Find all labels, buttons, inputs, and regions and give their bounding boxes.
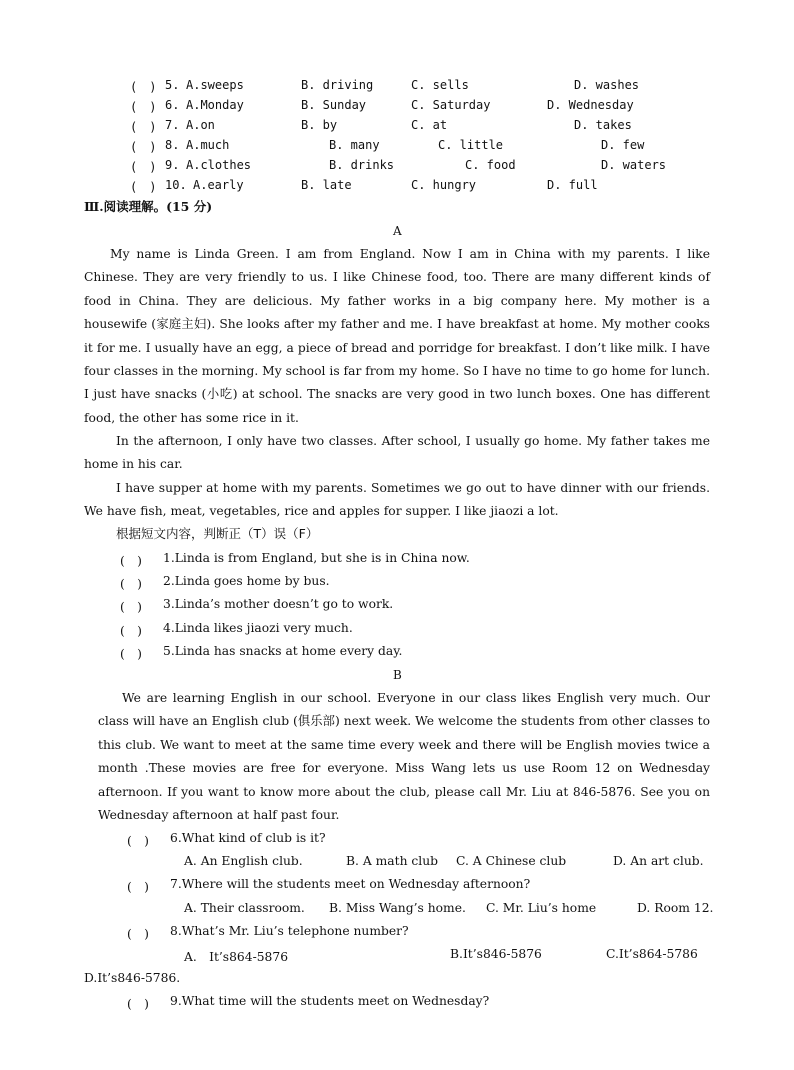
answer-blank[interactable]: ( )	[130, 180, 157, 194]
tf-statement: 1.Linda is from England, but she is in China now.	[163, 551, 470, 565]
option-d: D. An art club.	[613, 854, 704, 868]
option-a: A.sweeps	[186, 78, 244, 92]
option-c: C. sells	[411, 78, 469, 92]
question-text: 7.Where will the students meet on Wednesday afternoon?	[170, 877, 531, 891]
option-b: B.It’s846-5876	[450, 947, 542, 961]
option-c: C. at	[411, 118, 448, 132]
answer-blank[interactable]: ( )	[120, 624, 142, 638]
question-text: 6.What kind of club is it?	[170, 831, 326, 845]
option-d: D. Room 12.	[637, 901, 714, 915]
passage-b-label: B	[393, 668, 402, 682]
option-a: A.on	[186, 118, 215, 132]
question-number: 9.	[165, 158, 180, 172]
answer-blank[interactable]: ( )	[127, 834, 149, 848]
option-a: A.clothes	[186, 158, 252, 172]
passage-a-paragraph-2: In the afternoon, I only have two classes. After school, I usually go home. My father takes me home in his car.	[84, 434, 710, 472]
answer-blank[interactable]: ( )	[130, 120, 157, 134]
tf-statement: 4.Linda likes jiaozi very much.	[163, 621, 353, 635]
question-number: 8.	[165, 138, 180, 152]
question-number: 6.	[165, 98, 180, 112]
answer-blank[interactable]: ( )	[130, 100, 157, 114]
tf-statement: 3.Linda’s mother doesn’t go to work.	[163, 597, 394, 611]
question-number: 10.	[165, 178, 187, 192]
section-heading: Ⅲ.阅读理解。(15 分)	[84, 199, 213, 214]
answer-blank[interactable]: ( )	[120, 577, 142, 591]
answer-blank[interactable]: ( )	[120, 554, 142, 568]
option-b: B. by	[301, 118, 338, 132]
option-c: C. A Chinese club	[456, 854, 567, 868]
option-a: A. An English club.	[184, 854, 303, 868]
option-b: B. Sunday	[301, 98, 367, 112]
option-b: B. drinks	[329, 158, 395, 172]
option-a: A.early	[193, 178, 244, 192]
question-number: 5.	[165, 78, 180, 92]
option-c: C.It’s864-5786	[606, 947, 698, 961]
passage-a-label: A	[393, 224, 402, 238]
tf-statement: 5.Linda has snacks at home every day.	[163, 644, 403, 658]
answer-blank[interactable]: ( )	[130, 140, 157, 154]
option-a: A. Their classroom.	[184, 901, 305, 915]
option-d: D. few	[601, 138, 645, 152]
question-number: 7.	[165, 118, 180, 132]
option-b: B. many	[329, 138, 380, 152]
answer-blank[interactable]: ( )	[130, 160, 157, 174]
option-b: B. driving	[301, 78, 374, 92]
answer-blank[interactable]: ( )	[120, 647, 142, 661]
answer-blank[interactable]: ( )	[127, 880, 149, 894]
option-a: A.Monday	[186, 98, 244, 112]
option-c: C. hungry	[411, 178, 477, 192]
tf-instruction: 根据短文内容，判断正（T）误（F）	[116, 526, 319, 541]
passage-b-paragraph-1: We are learning English in our school. Everyone in our class likes English very much. Our class will have an English club (俱乐部) next week. We welcome the students from other classes to this club. We want to meet at the same time every week and there will be English movies twice a month .These movies are free for everyone. Miss Wang lets us use Room 12 on Wednesday afternoon. If you want to know more about the club, please call Mr. Liu at 846-5876. See you on Wednesday afternoon at half past four.	[98, 691, 710, 823]
question-text: 8.What’s Mr. Liu’s telephone number?	[170, 924, 409, 938]
option-b: B. Miss Wang’s home.	[329, 901, 466, 915]
option-b: B. late	[301, 178, 352, 192]
tf-statement: 2.Linda goes home by bus.	[163, 574, 330, 588]
option-d: D. takes	[574, 118, 632, 132]
option-d: D.It’s846-5786.	[84, 971, 181, 985]
option-b: B. A math club	[346, 854, 439, 868]
option-c: C. food	[465, 158, 516, 172]
option-d: D. washes	[574, 78, 640, 92]
option-d: D. Wednesday	[547, 98, 634, 112]
option-d: D. waters	[601, 158, 667, 172]
option-c: C. little	[438, 138, 504, 152]
passage-a-paragraph-3: I have supper at home with my parents. Sometimes we go out to have dinner with our friends. We have fish, meat, vegetables, rice and apples for supper. I like jiaozi a lot.	[84, 481, 710, 519]
answer-blank[interactable]: ( )	[120, 600, 142, 614]
question-text: 9.What time will the students meet on Wednesday?	[170, 994, 490, 1008]
answer-blank[interactable]: ( )	[130, 80, 157, 94]
passage-a-paragraph-1: My name is Linda Green. I am from England. Now I am in China with my parents. I like Chinese. They are very friendly to us. I like Chinese food, too. There are many different kinds of food in China. They are delicious. My father works in a big company here. My mother is a housewife (家庭主妇). She looks after my father and me. I have breakfast at home. My mother cooks it for me. I usually have an egg, a piece of bread and porridge for breakfast. I don’t like milk. I have four classes in the morning. My school is far from my home. So I have no time to go home for lunch. I just have snacks (小吃) at school. The snacks are very good in two lunch boxes. One has different food, the other has some rice in it.	[84, 247, 710, 425]
option-c: C. Saturday	[411, 98, 491, 112]
option-a: A. It’s864-5876	[184, 950, 289, 964]
option-a: A.much	[186, 138, 230, 152]
answer-blank[interactable]: ( )	[127, 927, 149, 941]
answer-blank[interactable]: ( )	[127, 997, 149, 1011]
option-d: D. full	[547, 178, 598, 192]
option-c: C. Mr. Liu’s home	[486, 901, 597, 915]
